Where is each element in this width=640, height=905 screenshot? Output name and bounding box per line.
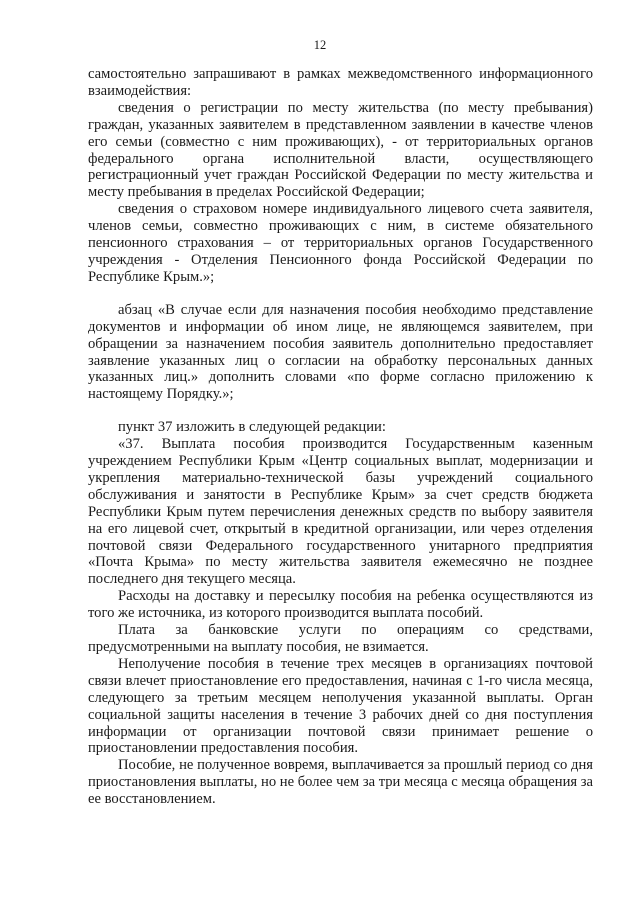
paragraph: «37. Выплата пособия производится Государственным казенным учреждением Республики Крым «Центр социальных выплат, модернизации и укрепления материально-технической базы учреждений социального обслуживания и занятости в Республике Крым» за счет средств бюджета Республики Крым путем перечисления денежных средств по выбору заявителя на его лицевой счет, открытый в кредитной организации, или через отделения почтовой связи Федерального государственного унитарного предприятия «Почта Крыма» по месту жительства заявителя ежемесячно не позднее последнего дня текущего месяца.: [88, 436, 593, 588]
paragraph: Расходы на доставку и пересылку пособия на ребенка осуществляются из того же источника, из которого производится выплата пособий.: [88, 588, 593, 622]
paragraph: Неполучение пособия в течение трех месяцев в организациях почтовой связи влечет приостановление его предоставления, начиная с 1-го числа месяца, следующего за третьим месяцем неполучения указанной выплаты. Орган социальной защиты населения в течение 3 рабочих дней со дня поступления информации от организации почтовой связи принимает решение о приостановлении предоставления пособия.: [88, 655, 593, 757]
paragraph: Пособие, не полученное вовремя, выплачивается за прошлый период со дня приостановления выплаты, но не более чем за три месяца с месяца обращения за ее восстановлением.: [88, 757, 593, 808]
paragraph: самостоятельно запрашивают в рамках межведомственного информационного взаимодействия:: [88, 66, 593, 99]
paragraph: абзац «В случае если для назначения пособия необходимо представление документов и информации об ином лице, не являющемся заявителем, при обращении за назначением пособия заявитель дополнительно предоставляет заявление указанных лиц о согласии на обработку персональных данных указанных лиц.» дополнить словами «по форме согласно приложению к настоящему Порядку.»;: [88, 301, 593, 403]
document-body: [88, 66, 593, 808]
paragraph: сведения о страховом номере индивидуального лицевого счета заявителя, членов семьи, совместно проживающих с ним, в системе обязательного пенсионного страхования – от территориальных органов Государственного учреждения - Отделения Пенсионного фонда Российской Федерации по Республике Крым.»;: [88, 201, 593, 285]
paragraph: пункт 37 изложить в следующей редакции:: [118, 419, 386, 436]
paragraph: Плата за банковские услуги по операциям со средствами, предусмотренными на выплату пособия, не взимается.: [88, 622, 593, 655]
page-number: 12: [313, 38, 327, 52]
paragraph: сведения о регистрации по месту жительства (по месту пребывания) граждан, указанных заявителем в представленном заявлении в качестве членов его семьи (совместно с ним проживающих), - от территориальных органов федерального органа исполнительной власти, осуществляющего регистрационный учет граждан Российской Федерации по месту жительства и месту пребывания в пределах Российской Федерации;: [88, 99, 593, 201]
